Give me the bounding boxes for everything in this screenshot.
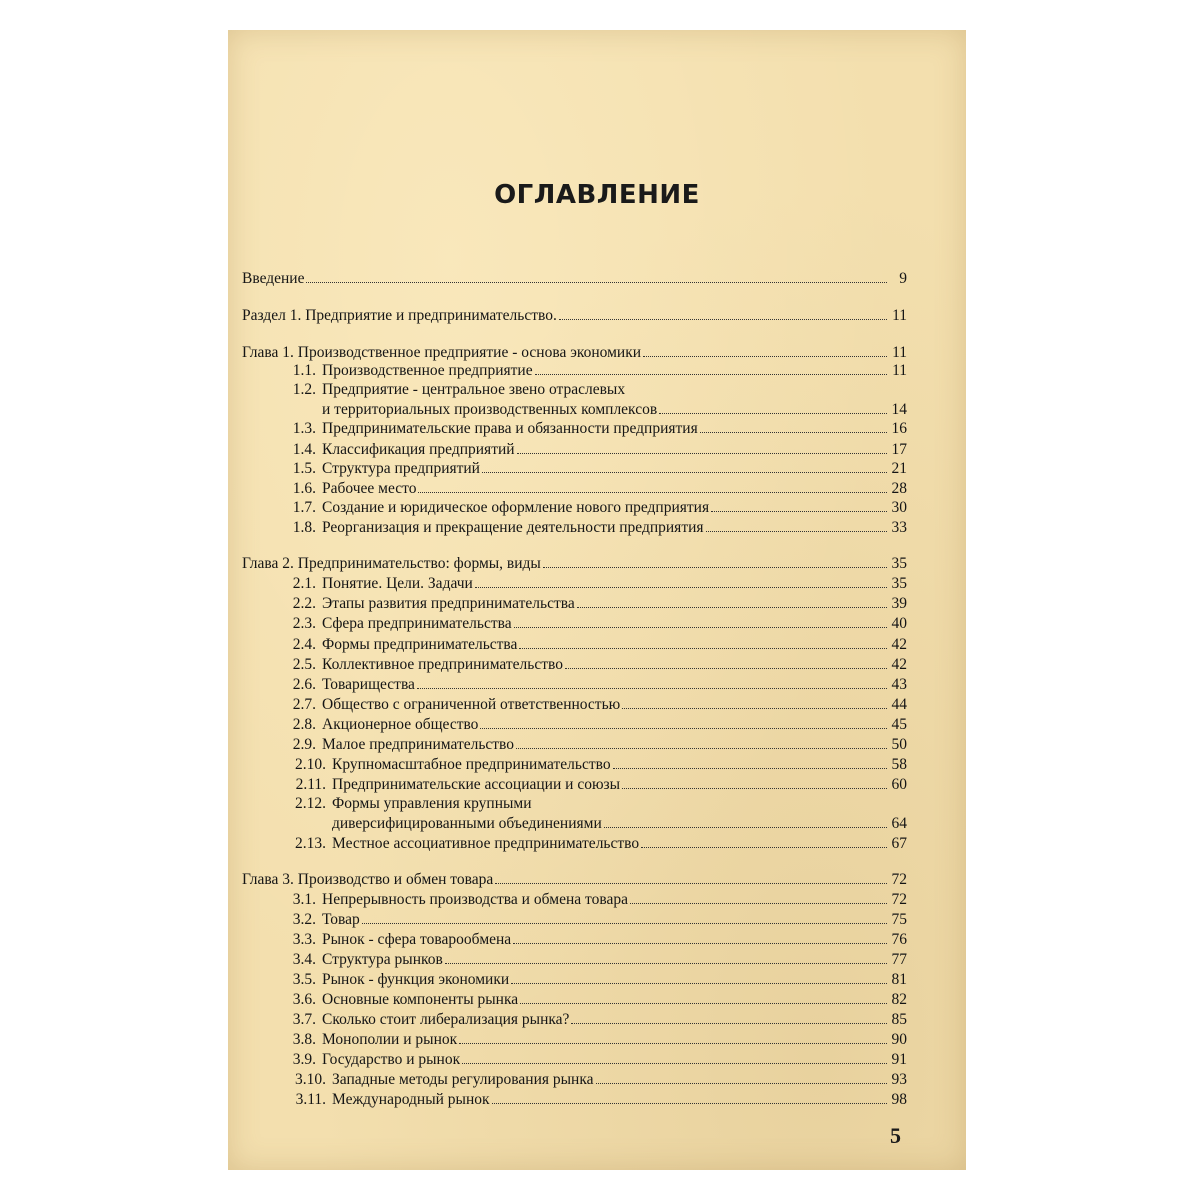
toc-entry-number: 3.10. xyxy=(295,1071,326,1088)
toc-entry xyxy=(282,399,907,419)
toc-entry-number: 1.2. xyxy=(292,381,316,398)
toc-entry-number: 2.12. xyxy=(295,795,326,812)
toc-entry-page: 98 xyxy=(891,1091,907,1108)
toc-leader-dots xyxy=(495,869,887,884)
toc-entry-number: 2.1. xyxy=(292,575,316,592)
toc-entry-label: Товар xyxy=(322,911,360,928)
toc-entry-label: Сфера предпринимательства xyxy=(322,615,512,632)
toc-entry-label: Производственное предприятие xyxy=(322,362,533,379)
toc-entry-page: 67 xyxy=(891,835,907,852)
toc-leader-dots xyxy=(462,1049,887,1064)
toc-entry-page: 40 xyxy=(891,615,907,632)
toc-entry-page: 11 xyxy=(892,307,907,324)
toc-leader-dots xyxy=(630,889,887,904)
toc-entry xyxy=(282,360,907,380)
toc-entry xyxy=(282,774,907,794)
toc-leader-dots xyxy=(613,754,887,769)
toc-entry-label: Рабочее место xyxy=(322,480,417,497)
toc-entry xyxy=(282,1009,907,1029)
toc-leader-dots xyxy=(475,573,887,588)
toc-entry-page: 16 xyxy=(891,420,907,437)
toc-entry-page: 58 xyxy=(891,756,907,773)
toc-leader-dots xyxy=(543,553,887,568)
toc-entry-page: 42 xyxy=(891,656,907,673)
toc-entry xyxy=(282,613,907,633)
toc-entry-label: и территориальных производственных комплексов xyxy=(322,401,658,418)
toc-leader-dots xyxy=(577,593,887,608)
toc-entry xyxy=(282,1089,907,1109)
toc-entry-number: 2.3. xyxy=(292,615,316,632)
toc-entry-page: 75 xyxy=(891,911,907,928)
toc-entry xyxy=(282,674,907,694)
toc-entry xyxy=(282,949,907,969)
toc-entry-number: 3.9. xyxy=(292,1051,316,1068)
toc-entry-page: 17 xyxy=(891,441,907,458)
toc-entry-label: Коллективное предпринимательство xyxy=(322,656,563,673)
toc-entry xyxy=(282,478,907,498)
toc-entry xyxy=(282,573,907,593)
toc-entry xyxy=(282,754,907,774)
toc-entry-label: Глава 1. Производственное предприятие - основа экономики xyxy=(242,344,642,361)
toc-entry-number: 3.5. xyxy=(292,971,316,988)
toc-leader-dots xyxy=(517,439,887,454)
toc-entry-page: 64 xyxy=(891,815,907,832)
toc-leader-dots xyxy=(445,949,887,964)
toc-entry xyxy=(282,439,907,459)
toc-entry-label: Предприятие - центральное звено отраслевых xyxy=(322,381,626,398)
toc-entry-label: Глава 3. Производство и обмен товара xyxy=(242,871,494,888)
toc-entry xyxy=(282,889,907,909)
toc-entry-label: Раздел 1. Предприятие и предпринимательство. xyxy=(242,307,557,324)
toc-entry-page: 44 xyxy=(891,696,907,713)
toc-entry-number: 3.1. xyxy=(292,891,316,908)
toc-entry-page: 28 xyxy=(891,480,907,497)
toc-entry-page: 72 xyxy=(891,871,907,888)
toc-entry-number: 1.6. xyxy=(292,480,316,497)
toc-entry xyxy=(282,813,907,833)
toc-leader-dots xyxy=(596,1069,887,1084)
toc-entry xyxy=(282,1049,907,1069)
toc-entry-page: 85 xyxy=(891,1011,907,1028)
toc-leader-dots xyxy=(641,833,887,848)
toc-entry-page: 11 xyxy=(892,344,907,361)
toc-entry-number: 3.11. xyxy=(295,1091,326,1108)
toc-entry xyxy=(282,694,907,714)
toc-leader-dots xyxy=(482,458,887,473)
toc-entry-label: Предпринимательские ассоциации и союзы xyxy=(332,776,621,793)
toc-leader-dots xyxy=(513,929,887,944)
toc-entry-page: 35 xyxy=(891,555,907,572)
toc-entry xyxy=(282,1069,907,1089)
toc-leader-dots xyxy=(706,517,887,532)
toc-entry-page: 76 xyxy=(891,931,907,948)
toc-entry-number: 2.5. xyxy=(292,656,316,673)
toc-entry-page: 82 xyxy=(891,991,907,1008)
toc-entry-page: 14 xyxy=(891,401,907,418)
toc-entry-page: 45 xyxy=(891,716,907,733)
toc-entry xyxy=(282,734,907,754)
toc-entry-label: Крупномасштабное предпринимательство xyxy=(332,756,611,773)
toc-entry-page: 81 xyxy=(891,971,907,988)
toc-leader-dots xyxy=(306,268,887,283)
toc-entry xyxy=(242,869,907,889)
toc-leader-dots xyxy=(418,478,887,493)
toc-leader-dots xyxy=(604,813,887,828)
toc-leader-dots xyxy=(511,969,887,984)
book-page xyxy=(228,30,966,1170)
toc-entry-number: 2.8. xyxy=(292,716,316,733)
toc-entry-label: Общество с ограниченной ответственностью xyxy=(322,696,621,713)
toc-entry-number: 2.11. xyxy=(295,776,326,793)
toc-entry-page: 33 xyxy=(891,519,907,536)
toc-entry-number: 2.13. xyxy=(295,835,326,852)
toc-entry-label: Понятие. Цели. Задачи xyxy=(322,575,473,592)
toc-entry-label: Формы управления крупными xyxy=(332,795,532,812)
toc-leader-dots xyxy=(459,1029,887,1044)
toc-leader-dots xyxy=(571,1009,887,1024)
toc-entry-label: Малое предпринимательство xyxy=(322,736,515,753)
toc-entry-number: 3.3. xyxy=(292,931,316,948)
toc-entry-page: 50 xyxy=(891,736,907,753)
toc-entry-number: 2.9. xyxy=(292,736,316,753)
toc-leader-dots xyxy=(417,674,887,689)
toc-entry-page: 77 xyxy=(891,951,907,968)
toc-entry-label: Основные компоненты рынка xyxy=(322,991,519,1008)
toc-entry-number: 3.4. xyxy=(292,951,316,968)
toc-entry-page: 35 xyxy=(891,575,907,592)
toc-entry-number: 1.4. xyxy=(292,441,316,458)
toc-entry-number: 2.2. xyxy=(292,595,316,612)
toc-entry-label: Сколько стоит либерализация рынка? xyxy=(322,1011,570,1028)
toc-entry-label: Структура предприятий xyxy=(322,460,480,477)
toc-entry-page: 30 xyxy=(891,499,907,516)
toc-entry-number: 3.6. xyxy=(292,991,316,1008)
toc-entry-number: 3.7. xyxy=(292,1011,316,1028)
toc-leader-dots xyxy=(514,613,887,628)
toc-entry-number: 3.8. xyxy=(292,1031,316,1048)
toc-entry-number: 2.7. xyxy=(292,696,316,713)
toc-leader-dots xyxy=(711,497,887,512)
toc-entry-number: 1.7. xyxy=(292,499,316,516)
page-title: ОГЛАВЛЕНИЕ xyxy=(494,180,700,210)
toc-entry-page: 42 xyxy=(891,636,907,653)
toc-entry-label: Международный рынок xyxy=(332,1091,490,1108)
toc-entry xyxy=(282,714,907,734)
toc-entry-label: Акционерное общество xyxy=(322,716,479,733)
toc-entry-page: 11 xyxy=(892,362,907,379)
toc-entry-number: 1.3. xyxy=(292,420,316,437)
toc-entry-page: 9 xyxy=(899,270,907,287)
toc-entry-label: Западные методы регулирования рынка xyxy=(332,1071,594,1088)
toc-leader-dots xyxy=(516,734,887,749)
toc-entry-label: диверсифицированными объединениями xyxy=(332,815,602,832)
toc-entry xyxy=(282,833,907,853)
toc-entry-page: 72 xyxy=(891,891,907,908)
toc-entry-page: 60 xyxy=(891,776,907,793)
toc-entry-number: 2.10. xyxy=(295,756,326,773)
toc-entry-page: 39 xyxy=(891,595,907,612)
page-number: 5 xyxy=(890,1123,901,1148)
toc-leader-dots xyxy=(362,909,887,924)
toc-entry-number: 3.2. xyxy=(292,911,316,928)
toc-entry-number: 1.1. xyxy=(292,362,316,379)
toc-entry-label: Монополии и рынок xyxy=(322,1031,458,1048)
toc-entry-label: Этапы развития предпринимательства xyxy=(322,595,575,612)
toc-entry xyxy=(282,909,907,929)
toc-entry-number: 1.5. xyxy=(292,460,316,477)
toc-entry-label: Формы предпринимательства xyxy=(322,636,518,653)
toc-entry-page: 91 xyxy=(891,1051,907,1068)
toc-leader-dots xyxy=(565,654,887,669)
toc-entry xyxy=(242,342,907,362)
toc-entry-page: 90 xyxy=(891,1031,907,1048)
toc-entry xyxy=(282,497,907,517)
toc-entry xyxy=(242,305,907,325)
toc-leader-dots xyxy=(659,399,887,414)
toc-entry-label: Реорганизация и прекращение деятельности предприятия xyxy=(322,519,704,536)
toc-entry-label: Классификация предприятий xyxy=(322,441,515,458)
toc-leader-dots xyxy=(622,694,887,709)
toc-entry xyxy=(282,654,907,674)
toc-entry-label: Рынок - сфера товарообмена xyxy=(322,931,512,948)
toc-entry-label: Создание и юридическое оформление нового предприятия xyxy=(322,499,710,516)
toc-entry-number: 2.4. xyxy=(292,636,316,653)
toc-entry xyxy=(282,794,907,814)
toc-entry-number: 2.6. xyxy=(292,676,316,693)
toc-leader-dots xyxy=(559,305,887,320)
toc-entry xyxy=(282,593,907,613)
toc-leader-dots xyxy=(643,342,887,357)
toc-entry xyxy=(282,380,907,400)
toc-entry-page: 43 xyxy=(891,676,907,693)
toc-entry-label: Непрерывность производства и обмена товара xyxy=(322,891,628,908)
toc-entry xyxy=(242,553,907,573)
toc-entry-label: Структура рынков xyxy=(322,951,443,968)
toc-entry-label: Товарищества xyxy=(322,676,415,693)
toc-entry xyxy=(282,969,907,989)
toc-entry-number: 1.8. xyxy=(292,519,316,536)
toc-leader-dots xyxy=(519,634,887,649)
toc-entry xyxy=(282,929,907,949)
toc-leader-dots xyxy=(700,418,887,433)
toc-entry-label: Государство и рынок xyxy=(322,1051,461,1068)
toc-entry xyxy=(282,634,907,654)
toc-leader-dots xyxy=(480,714,887,729)
toc-entry-label: Рынок - функция экономики xyxy=(322,971,510,988)
toc-entry-label: Местное ассоциативное предпринимательство xyxy=(332,835,640,852)
toc-entry xyxy=(242,268,907,288)
toc-leader-dots xyxy=(622,774,887,789)
toc-entry xyxy=(282,1029,907,1049)
toc-leader-dots xyxy=(520,989,887,1004)
toc-entry-label: Введение xyxy=(242,270,305,287)
toc-entry xyxy=(282,989,907,1009)
toc-entry-page: 93 xyxy=(891,1071,907,1088)
toc-leader-dots xyxy=(535,360,887,375)
toc-entry xyxy=(282,517,907,537)
toc-entry-label: Глава 2. Предпринимательство: формы, виды xyxy=(242,555,541,572)
toc-entry xyxy=(282,418,907,438)
toc-entry-page: 21 xyxy=(891,460,907,477)
toc-leader-dots xyxy=(492,1089,887,1104)
toc-entry xyxy=(282,458,907,478)
toc-entry-label: Предпринимательские права и обязанности предприятия xyxy=(322,420,698,437)
